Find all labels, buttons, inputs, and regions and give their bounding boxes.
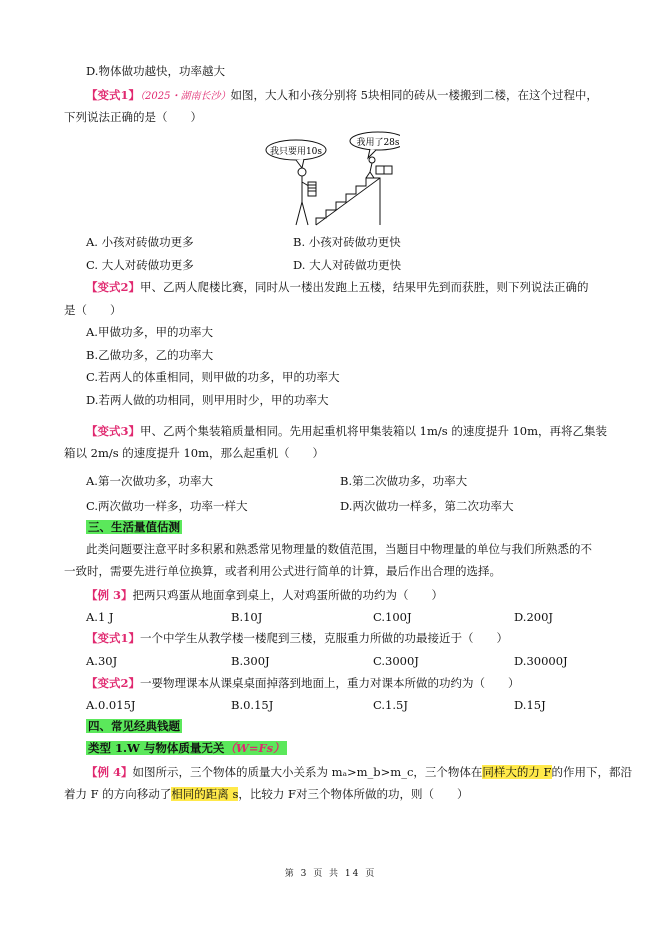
variant1-option-a: A. 小孩对砖做功更多	[86, 235, 194, 249]
variant1-source: （2025・湖南长沙）	[140, 91, 231, 102]
example4-tag: 【例 4】	[86, 765, 133, 779]
example3-tag: 【例 3】	[86, 588, 133, 602]
example4-text4: ，比较力 F对三个物体所做的功，则（ ）	[238, 787, 469, 801]
ex3-variant1-question	[86, 630, 508, 646]
variant3-option-c: C.两次做功一样多，功率一样大	[86, 499, 248, 513]
example4-question-line2	[64, 786, 469, 802]
ex3-variant1-option-b: B.300J	[231, 654, 270, 668]
variant1-text: 如图，大人和小孩分别将 5块相同的砖从一楼搬到二楼，在这个过程中，	[230, 88, 598, 102]
example4-text2: 的作用下，都沿	[551, 765, 633, 779]
ex3-variant1-option-c: C.3000J	[373, 654, 419, 668]
type1-heading	[86, 740, 287, 756]
ex3-variant2-option-d: D.15J	[514, 698, 546, 712]
ex3-variant1-option-d: D.30000J	[514, 654, 568, 668]
ex3-variant2-option-c: C.1.5J	[373, 698, 408, 712]
adult-figure	[298, 168, 306, 176]
variant2-text2: 是（ ）	[64, 303, 122, 317]
adult-bricks	[308, 182, 316, 196]
ex3-variant2-option-a: A.0.015J	[86, 698, 136, 712]
type1-label: 类型 1.	[88, 741, 128, 755]
variant2-option-b: B.乙做功多，乙的功率大	[86, 348, 214, 362]
variant2-option-c: C.若两人的体重相同，则甲做的功多，甲的功率大	[86, 370, 340, 384]
example3-option-b: B.10J	[231, 610, 263, 624]
example3-option-d: D.200J	[514, 610, 554, 624]
variant3-option-a: A.第一次做功多，功率大	[86, 474, 213, 488]
example4-text1: 如图所示，三个物体的质量大小关系为 mₐ>m_b>m_c，三个物体在	[132, 765, 483, 779]
child-bricks	[376, 166, 384, 174]
prev-option-d: D.物体做功越快，功率越大	[86, 64, 225, 78]
variant2-text: 甲、乙两人爬楼比赛，同时从一楼出发跑上五楼，结果甲先到而获胜，则下列说法正确的	[140, 280, 589, 294]
example3-option-c: C.100J	[373, 610, 412, 624]
example4-text3: 着力 F 的方向移动了	[64, 787, 172, 801]
child-figure	[369, 157, 375, 163]
variant1-option-d: D. 大人对砖做功更快	[293, 258, 402, 272]
example4-highlight2: 相同的距离 s	[171, 787, 239, 801]
variant1-question	[86, 87, 598, 105]
ex3-variant1-tag: 【变式1】	[86, 631, 141, 645]
left-bubble-text: 我只要用10s	[269, 147, 323, 157]
variant1-text2: 下列说法正确的是（ ）	[64, 110, 202, 124]
variant2-option-d: D.若两人做的功相同，则甲用时少，甲的功率大	[86, 393, 329, 407]
type1-formula: （W=Fs）	[224, 741, 285, 755]
ex3-variant2-text: 一要物理课本从课桌桌面掉落到地面上，重力对课本所做的功约为（ ）	[140, 676, 520, 690]
right-bubble-text: 我用了28s	[356, 138, 400, 148]
variant3-text2: 箱以 2m/s 的速度提升 10m，那么起重机（ ）	[64, 446, 325, 460]
page-footer: 第 3 页 共 14 页	[284, 869, 377, 879]
variant1-option-b: B. 小孩对砖做功更快	[293, 235, 401, 249]
example3-question	[86, 587, 443, 603]
variant2-question	[86, 279, 589, 295]
example4-highlight1: 同样大的力 F	[482, 765, 552, 779]
variant2-tag: 【变式2】	[86, 280, 141, 294]
variant3-text: 甲、乙两个集装箱质量相同。先用起重机将甲集装箱以 1m/s 的速度提升 10m，再将乙集装	[140, 424, 608, 438]
section4-title: 四、常见经典钱题	[88, 719, 180, 733]
variant3-option-d: D.两次做功一样多，第二次功率大	[340, 499, 514, 513]
variant3-tag: 【变式3】	[86, 424, 141, 438]
section3-paragraph-line1: 此类问题要注意平时多积累和熟悉常见物理量的数值范围，当题目中物理量的单位与我们所熟悉的不	[86, 542, 592, 556]
variant3-question	[86, 423, 607, 439]
example3-option-a: A.1 J	[86, 610, 114, 624]
variant2-option-a: A.甲做功多，甲的功率大	[86, 325, 213, 339]
ex3-variant1-option-a: A.30J	[86, 654, 118, 668]
example3-text: 把两只鸡蛋从地面拿到桌上，人对鸡蛋所做的功约为（ ）	[132, 588, 444, 602]
section3-title: 三、生活量值估测	[88, 520, 180, 534]
example4-question-line1	[86, 764, 632, 780]
section3-paragraph-line2: 一致时，需要先进行单位换算，或者利用公式进行简单的计算，最后作出合理的选择。	[64, 564, 501, 578]
ex3-variant2-tag: 【变式2】	[86, 676, 141, 690]
variant3-option-b: B.第二次做功多，功率大	[340, 474, 468, 488]
ex3-variant2-option-b: B.0.15J	[231, 698, 274, 712]
ex3-variant1-text: 一个中学生从教学楼一楼爬到三楼，克服重力所做的功最接近于（ ）	[140, 631, 509, 645]
type1-text: W 与物体质量无关	[127, 741, 225, 755]
variant1-option-c: C. 大人对砖做功更多	[86, 258, 194, 272]
ex3-variant2-question	[86, 675, 520, 691]
stairs-illustration	[260, 130, 400, 230]
variant1-tag: 【变式1】	[86, 88, 141, 102]
